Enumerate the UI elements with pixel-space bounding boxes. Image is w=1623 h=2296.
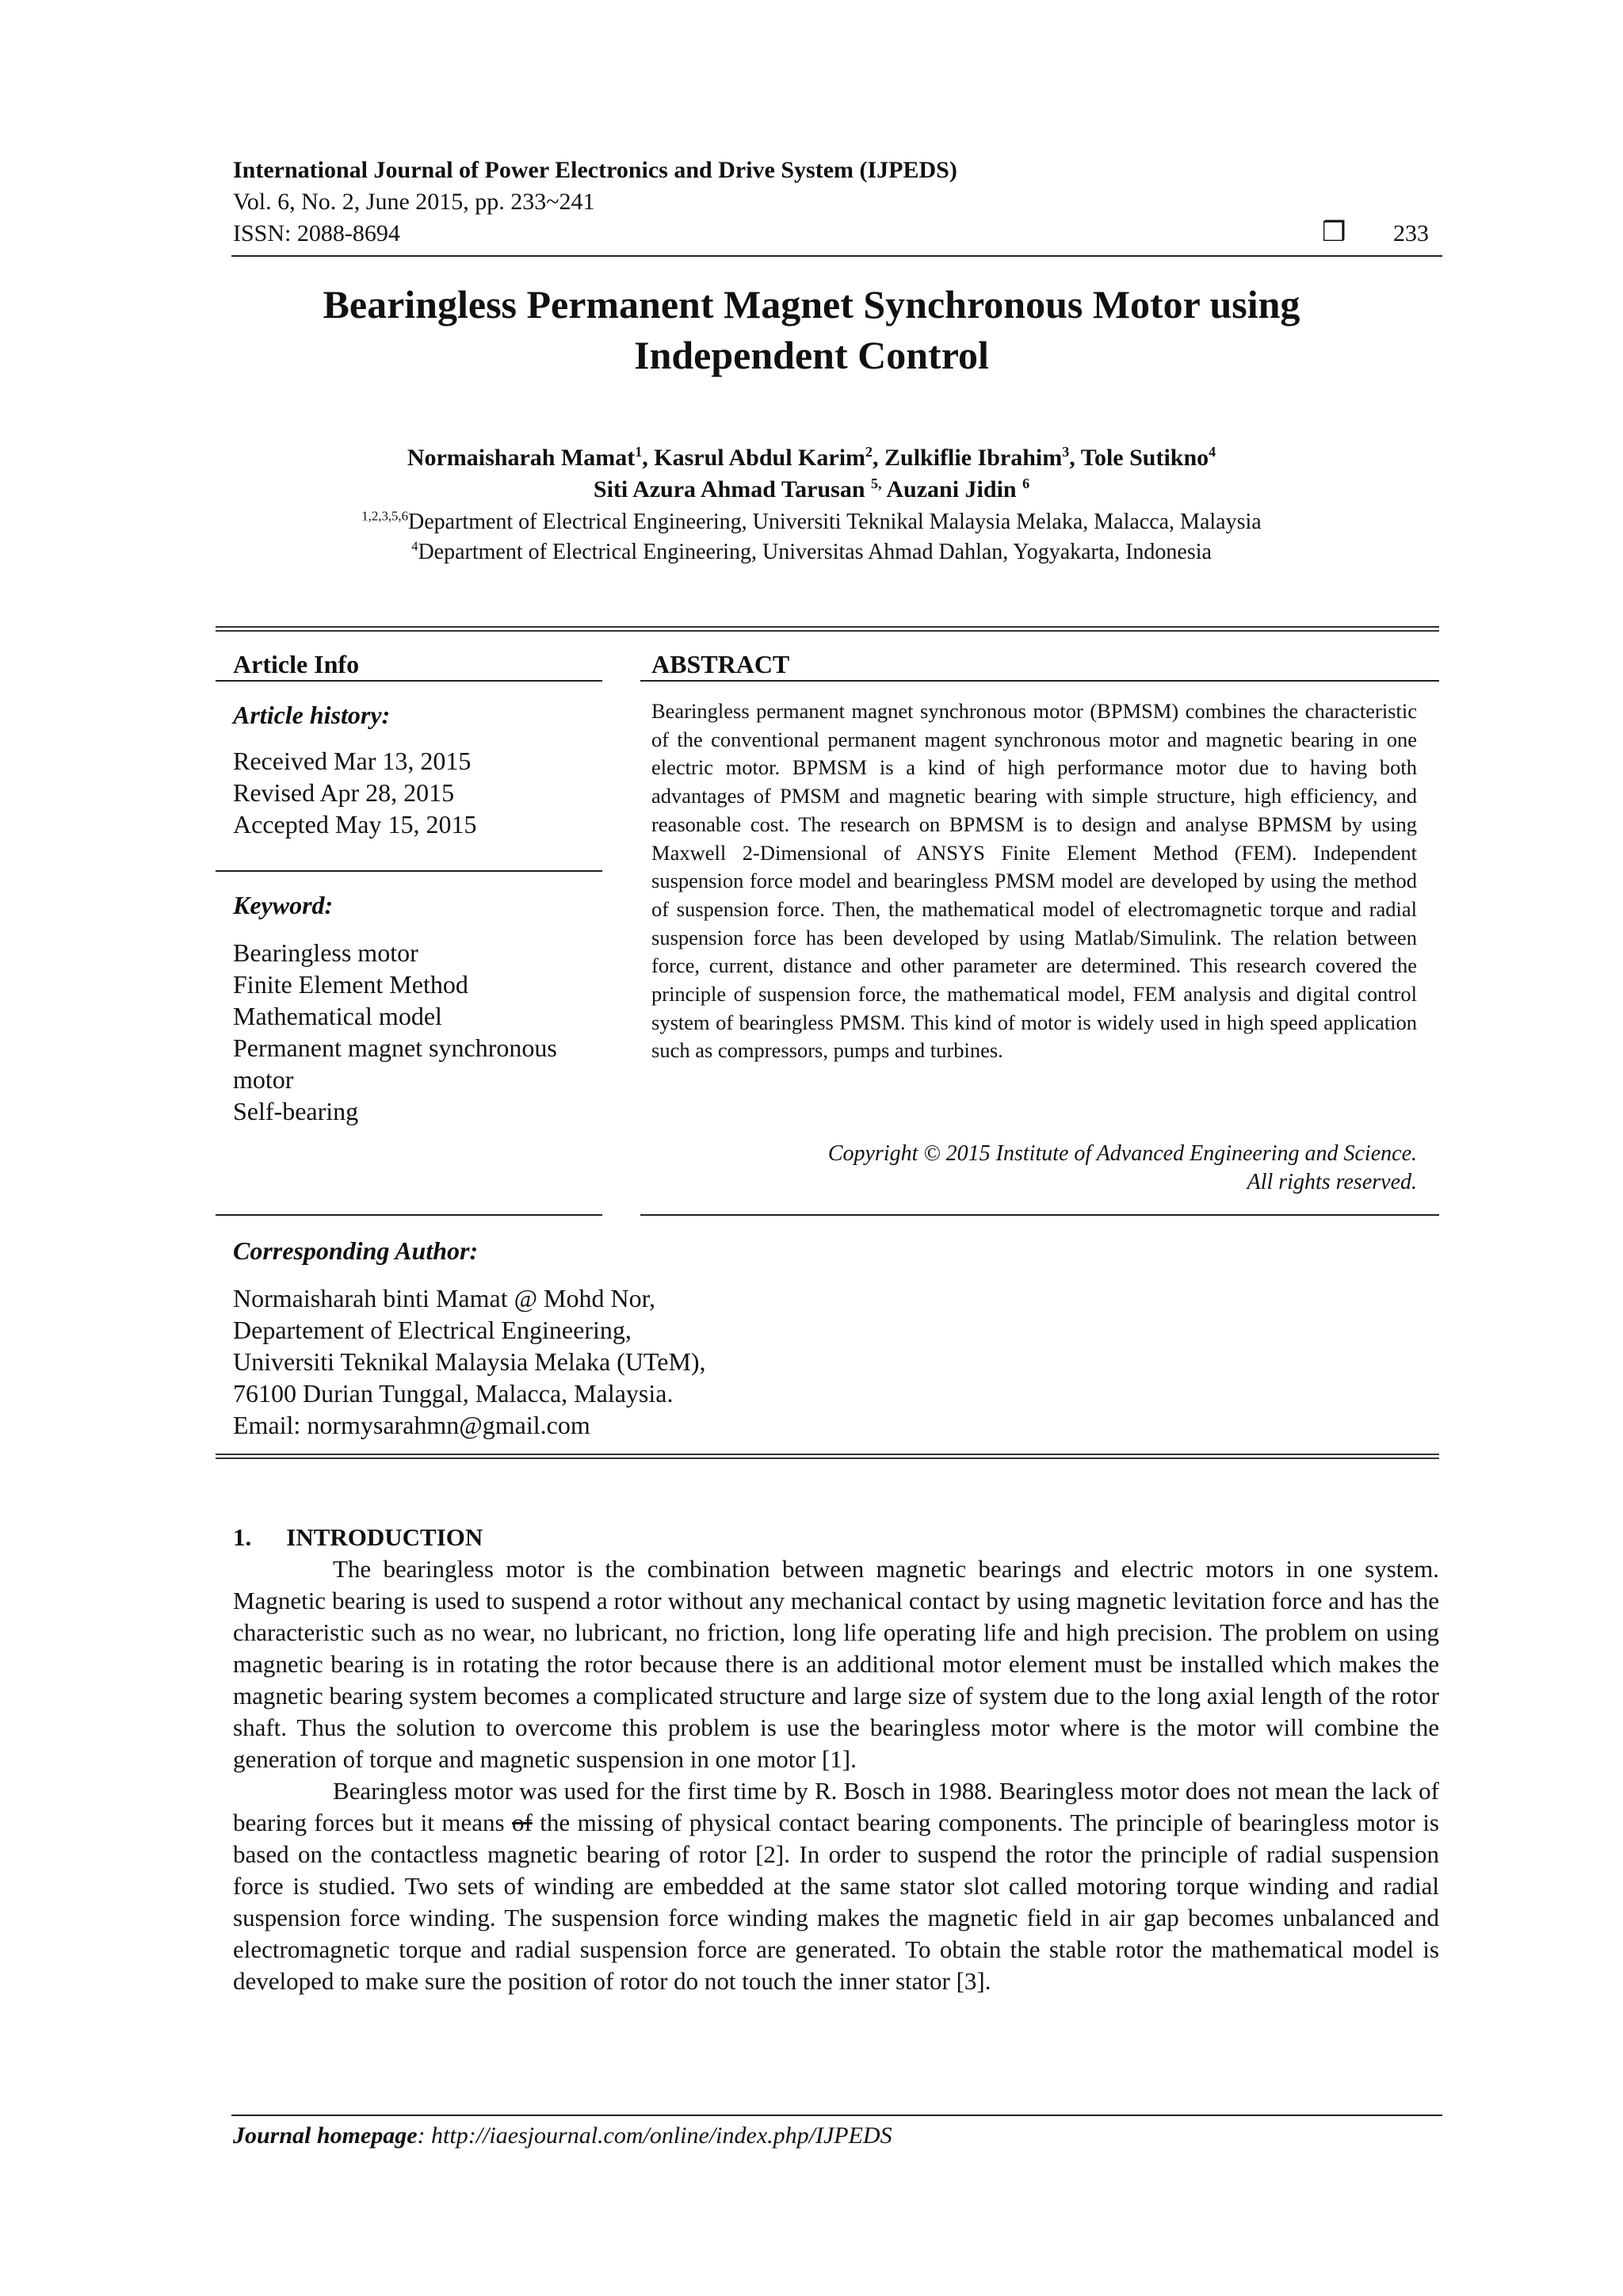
section-title: INTRODUCTION [286,1523,483,1551]
corresponding-line: 76100 Durian Tunggal, Malacca, Malaysia. [233,1379,674,1408]
page-number: 233 [1393,220,1429,246]
paragraph-text: the missing of physical contact bearing components. The principle of bearingless motor is based on the contactless magnetic bearing of rotor [2]. In order to suspend the rotor the principle of radial suspension force is studied. Two sets of winding are embedded at the same stator slot called motoring torque winding and radial suspension force winding. The suspension force winding makes the magnetic field in air gap becomes unbalanced and electromagnetic torque and radial suspension force are generated. To obtain the stable rotor the mathematical model is developed to make sure the position of rotor do not touch the inner stator [3]. [233,1809,1439,1995]
corresponding-line: Normaisharah binti Mamat @ Mohd Nor, [233,1284,655,1312]
intro-paragraph-2 [233,1775,1439,1997]
section-number: 1. [233,1523,252,1551]
corresponding-author-label: Corresponding Author: [233,1236,479,1265]
copyright-notice [651,1140,1417,1197]
struck-word: of [511,1809,533,1836]
author-name: , Zulkiflie Ibrahim [873,445,1063,471]
title-line-2: Independent Control [634,333,989,377]
author-sup: 3 [1062,444,1070,460]
author-name: Normaisharah Mamat [407,445,636,471]
keyword-label: Keyword: [233,891,334,919]
corresponding-email[interactable]: Email: normysarahmn@gmail.com [233,1411,590,1439]
keyword-item: Mathematical model [233,1002,442,1030]
abstract-text: Bearingless permanent magnet synchronous motor (BPMSM) combines the characteristic of the conventional permanent magent synchronous motor and magnetic bearing in one electric motor. BPMSM is a kind of high performance motor due to having both advantages of PMSM and magnetic bearing with simple structure, high efficiency, and reasonable cost. The research on BPMSM is to design and analyse BPMSM by using Maxwell 2-Dimensional of ANSYS Finite Element Method (FEM). Independent suspension force model and bearingless PMSM model are developed by using the method of suspension force. Then, the mathematical model of electromagnetic torque and radial suspension force has been developed by using Matlab/Simulink. The relation between force, current, distance and other parameter are determined. This research covered the principle of suspension force, the mathematical model, FEM analysis and digital control system of bearingless PMSM. This kind of motor is widely used in high speed application such as compressors, pumps and turbines. [651,699,1417,1063]
journal-homepage [233,2121,892,2151]
info-bottom-rule [216,1454,1439,1459]
keyword-item: Finite Element Method [233,970,468,999]
author-name: , Kasrul Abdul Karim [642,445,866,471]
author-sup: 2 [865,444,873,460]
article-info-rule [216,680,602,682]
copyright-line-2: All rights reserved. [1247,1170,1417,1194]
keyword-list [233,937,605,1127]
affiliation-text: Department of Electrical Engineering, Universitas Ahmad Dahlan, Yogyakarta, Indonesia [418,540,1212,564]
journal-name: International Journal of Power Electronics and Drive System (IJPEDS) [233,157,957,183]
abstract-rule [640,680,1439,682]
intro-body [233,1553,1439,1997]
copyright-line-1: Copyright © 2015 Institute of Advanced Engineering and Science. [827,1141,1417,1166]
keyword-item: Self-bearing [233,1097,359,1125]
affiliation-sup: 1,2,3,5,6 [361,508,409,524]
header-rule [231,255,1442,257]
paragraph-text: Bearingless motor was used for the first time by R. Bosch in 1988. Bearingless motor does not mean the lack of bearing forces but it means [233,1777,1439,1836]
keyword-item: motor [233,1065,294,1094]
box-icon: ❒ [1322,216,1346,248]
author-name: Auzani Jidin [881,476,1023,502]
affiliation-1 [0,507,1623,537]
homepage-link[interactable]: http://iaesjournal.com/online/index.php/IJPEDS [431,2122,892,2149]
affiliation-sup: 4 [411,538,418,554]
author-name: Siti Azura Ahmad Tarusan [593,476,872,502]
homepage-label: Journal homepage [233,2122,418,2149]
author-name: , Tole Sutikno [1069,445,1209,471]
revised-date: Revised Apr 28, 2015 [233,778,455,807]
article-history-label: Article history: [233,701,391,729]
received-date: Received Mar 13, 2015 [233,747,472,775]
keyword-item: Permanent magnet synchronous [233,1033,557,1062]
title-line-1: Bearingless Permanent Magnet Synchronous Motor using [323,282,1300,327]
abstract-bottom-rule [640,1214,1439,1216]
abstract-heading: ABSTRACT [651,650,790,678]
history-rule [216,870,602,872]
author-line-2 [0,474,1623,506]
author-sup: 5, [871,476,882,491]
footer-rule [231,2115,1442,2116]
author-sup: 4 [1209,444,1216,460]
paper-title [0,279,1623,380]
section-heading-introduction [233,1522,483,1553]
author-sup: 1 [635,444,643,460]
volume-info: Vol. 6, No. 2, June 2015, pp. 233~241 [233,189,595,215]
accepted-date: Accepted May 15, 2015 [233,810,477,839]
corresponding-line: Universiti Teknikal Malaysia Melaka (UTeM), [233,1347,706,1376]
issn: ISSN: 2088-8694 [233,220,400,246]
author-sup: 6 [1022,476,1030,491]
corresponding-author-details [233,1282,1025,1441]
keyword-item: Bearingless motor [233,938,418,967]
intro-paragraph-1: The bearingless motor is the combination between magnetic bearings and electric motors in one system. Magnetic bearing is used to suspend a rotor without any mechanical contact by using magnetic levitation force and has the characteristic such as no wear, no lubricant, no friction, long life operating life and high precision. The problem on using magnetic bearing is in rotating the rotor because there is an additional motor element must be installed which makes the magnetic bearing system becomes a complicated structure and large size of system due to the long axial length of the rotor shaft. Thus the solution to overcome this problem is use the bearingless motor where is the motor will combine the generation of torque and magnetic suspension in one motor [1]. [233,1555,1439,1773]
author-line-1 [0,442,1623,474]
keyword-rule [216,1214,602,1216]
article-info-heading: Article Info [233,650,360,678]
affiliation-2 [0,537,1623,567]
homepage-colon: : [417,2122,432,2149]
corresponding-line: Departement of Electrical Engineering, [233,1316,632,1344]
info-top-rule [216,626,1439,632]
affiliation-text: Department of Electrical Engineering, Universiti Teknikal Malaysia Melaka, Malacca, Malaysia [408,510,1262,534]
